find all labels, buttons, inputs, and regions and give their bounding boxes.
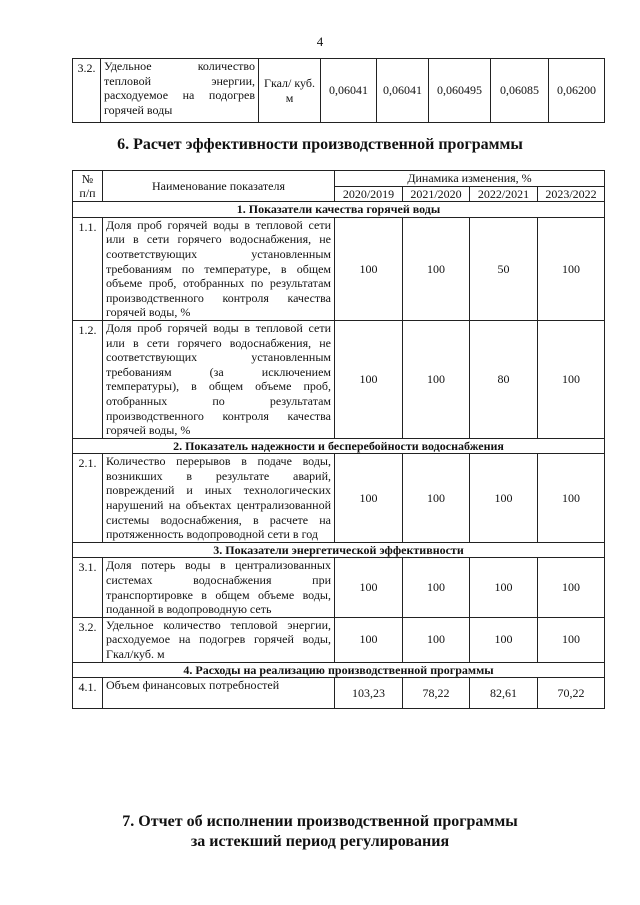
- section-7-title-line1: 7. Отчет об исполнении производственной программы: [122, 813, 518, 830]
- section-title: 3. Показатели энергетической эффективности: [73, 542, 605, 558]
- value-cell: 100: [538, 454, 605, 543]
- value-cell: 80: [470, 320, 538, 438]
- row-name: Удельное количество тепловой энергии, расходуемое на подогрев горячей воды: [101, 59, 259, 123]
- section-title: 1. Показатели качества горячей воды: [73, 202, 605, 218]
- value-cell: 0,06041: [321, 59, 377, 123]
- value-cell: 100: [470, 617, 538, 662]
- header-year: 2022/2021: [470, 186, 538, 202]
- value-cell: 100: [470, 454, 538, 543]
- value-cell: 100: [335, 454, 403, 543]
- value-cell: 100: [403, 558, 470, 617]
- table-row: [73, 217, 605, 320]
- header-num: № п/п: [73, 171, 103, 202]
- section-row: [73, 662, 605, 678]
- table-row: [73, 59, 605, 123]
- header-year: 2021/2020: [403, 186, 470, 202]
- value-cell: 100: [335, 217, 403, 320]
- value-cell: 100: [403, 617, 470, 662]
- section-title: 2. Показатель надежности и бесперебойности водоснабжения: [73, 438, 605, 454]
- value-cell: 100: [538, 558, 605, 617]
- row-name: Доля проб горячей воды в тепловой сети или в сети горячего водоснабжения, не соответствующих установленным требованиям по температуре, в общем объеме проб, отобранных по результатам производственного контроля качества горячей воды, %: [103, 217, 335, 320]
- row-name: Количество перерывов в подаче воды, возникших в результате аварий, повреждений и иных технологических нарушений на объектах централизованной системы водоснабжения, в расчете на протяженность водопроводной сети в год: [103, 454, 335, 543]
- row-name: Удельное количество тепловой энергии, расходуемое на подогрев горячей воды, Гкал/куб. м: [103, 617, 335, 662]
- page-number: 4: [316, 34, 324, 49]
- value-cell: 100: [538, 617, 605, 662]
- row-number: 4.1.: [73, 678, 103, 709]
- value-cell: 100: [538, 320, 605, 438]
- section-row: [73, 438, 605, 454]
- row-number: 2.1.: [73, 454, 103, 543]
- value-cell: 0,06041: [377, 59, 429, 123]
- row-number: 1.1.: [73, 217, 103, 320]
- table-row: [73, 454, 605, 543]
- value-cell: 100: [538, 217, 605, 320]
- table-row: [73, 617, 605, 662]
- section-7-title-line2: за истекший период регулирования: [190, 833, 450, 850]
- value-cell: 103,23: [335, 678, 403, 709]
- value-cell: 100: [470, 558, 538, 617]
- value-cell: 82,61: [470, 678, 538, 709]
- value-cell: 78,22: [403, 678, 470, 709]
- header-row: [73, 171, 605, 187]
- efficiency-table: [72, 170, 605, 709]
- value-cell: 70,22: [538, 678, 605, 709]
- value-cell: 100: [335, 558, 403, 617]
- value-cell: 100: [403, 454, 470, 543]
- row-number: 3.1.: [73, 558, 103, 617]
- section-6-title: 6. Расчет эффективности производственной программы: [117, 136, 523, 153]
- top-continuation-table: [72, 58, 605, 123]
- value-cell: 0,060495: [429, 59, 491, 123]
- value-cell: 100: [335, 320, 403, 438]
- table-row: [73, 678, 605, 709]
- row-name: Доля проб горячей воды в тепловой сети или в сети горячего водоснабжения, не соответствующих установленным требованиям (за исключением температуры), в общем объеме проб, отобранных по результатам производственного контроля качества горячей воды, %: [103, 320, 335, 438]
- value-cell: 50: [470, 217, 538, 320]
- section-7-title: [0, 812, 640, 852]
- section-row: [73, 542, 605, 558]
- row-number: 1.2.: [73, 320, 103, 438]
- row-name: Доля потерь воды в централизованных системах водоснабжения при транспортировке в общем объеме воды, поданной в водопроводную сеть: [103, 558, 335, 617]
- value-cell: 100: [403, 217, 470, 320]
- section-row: [73, 202, 605, 218]
- value-cell: 0,06085: [491, 59, 549, 123]
- value-cell: 100: [403, 320, 470, 438]
- header-year: 2023/2022: [538, 186, 605, 202]
- header-dynamics: Динамика изменения, %: [335, 171, 605, 187]
- header-name: Наименование показателя: [103, 171, 335, 202]
- table-row: [73, 320, 605, 438]
- value-cell: 0,06200: [549, 59, 605, 123]
- section-title: 4. Расходы на реализацию производственной программы: [73, 662, 605, 678]
- row-unit: Гкал/ куб. м: [259, 59, 321, 123]
- row-number: 3.2.: [73, 59, 101, 123]
- row-number: 3.2.: [73, 617, 103, 662]
- header-year: 2020/2019: [335, 186, 403, 202]
- row-name: Объем финансовых потребностей: [103, 678, 335, 709]
- table-row: [73, 558, 605, 617]
- value-cell: 100: [335, 617, 403, 662]
